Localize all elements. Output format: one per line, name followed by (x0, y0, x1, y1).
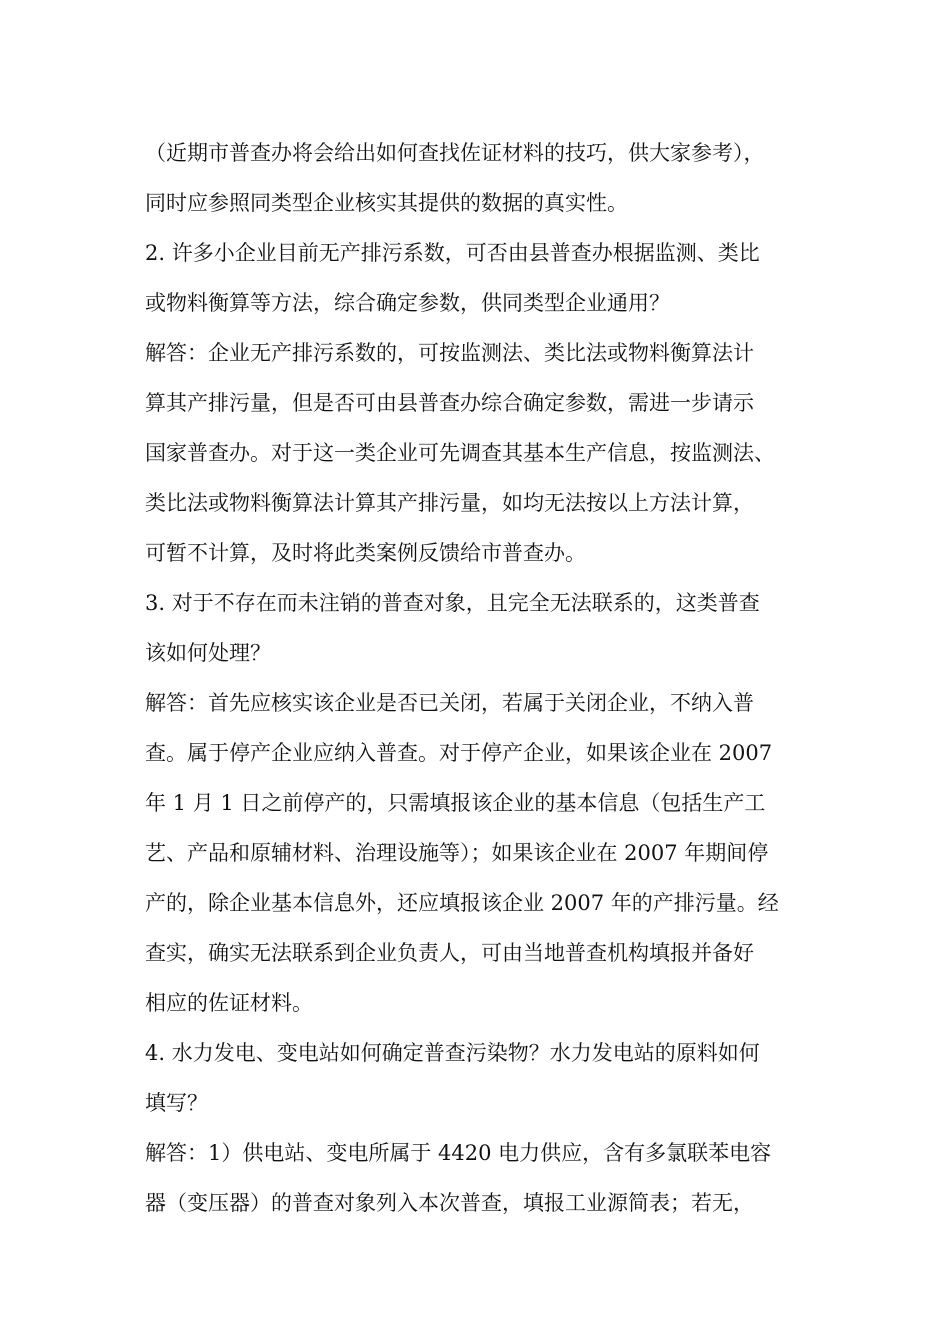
text-line: 该如何处理？ (145, 641, 271, 665)
question-3-line: 3. 对于不存在而未注销的普查对象，且完全无法联系的，这类普查 (145, 591, 760, 615)
text-line: 可暂不计算，及时将此类案例反馈给市普查办。 (145, 541, 586, 565)
text-line: 查。属于停产企业应纳入普查。对于停产企业，如果该企业在 2007 (145, 741, 773, 765)
answer-3-line: 解答：首先应核实该企业是否已关闭，若属于关闭企业，不纳入普 (145, 691, 754, 715)
text-line: 艺、产品和原辅材料、治理设施等）；如果该企业在 2007 年期间停 (145, 841, 769, 865)
text-line: 国家普查办。对于这一类企业可先调查其基本生产信息，按监测法、 (145, 441, 775, 465)
document-body (145, 128, 825, 1228)
text-line: 查实，确实无法联系到企业负责人，可由当地普查机构填报并备好 (145, 941, 754, 965)
text-line: 产的，除企业基本信息外，还应填报该企业 2007 年的产排污量。经 (145, 891, 779, 915)
question-4-line: 4. 水力发电、变电站如何确定普查污染物？水力发电站的原料如何 (145, 1041, 760, 1065)
answer-4-line: 解答：1）供电站、变电所属于 4420 电力供应，含有多氯联苯电容 (145, 1141, 772, 1165)
text-line: （近期市普查办将会给出如何查找佐证材料的技巧，供大家参考）， (145, 141, 765, 165)
question-2-line: 2. 许多小企业目前无产排污系数，可否由县普查办根据监测、类比 (145, 241, 760, 265)
answer-2-line: 解答：企业无产排污系数的，可按监测法、类比法或物料衡算法计 (145, 341, 754, 365)
text-line: 相应的佐证材料。 (145, 991, 313, 1015)
text-line: 算其产排污量，但是否可由县普查办综合确定参数，需进一步请示 (145, 391, 754, 415)
text-line: 填写？ (145, 1091, 208, 1115)
text-line: 年 1 月 1 日之前停产的，只需填报该企业的基本信息（包括生产工 (145, 791, 766, 815)
text-line: 类比法或物料衡算法计算其产排污量，如均无法按以上方法计算， (145, 491, 754, 515)
text-line: 同时应参照同类型企业核实其提供的数据的真实性。 (145, 191, 628, 215)
text-line: 器（变压器）的普查对象列入本次普查，填报工业源简表；若无， (145, 1191, 754, 1215)
text-line: 或物料衡算等方法，综合确定参数，供同类型企业通用？ (145, 291, 670, 315)
